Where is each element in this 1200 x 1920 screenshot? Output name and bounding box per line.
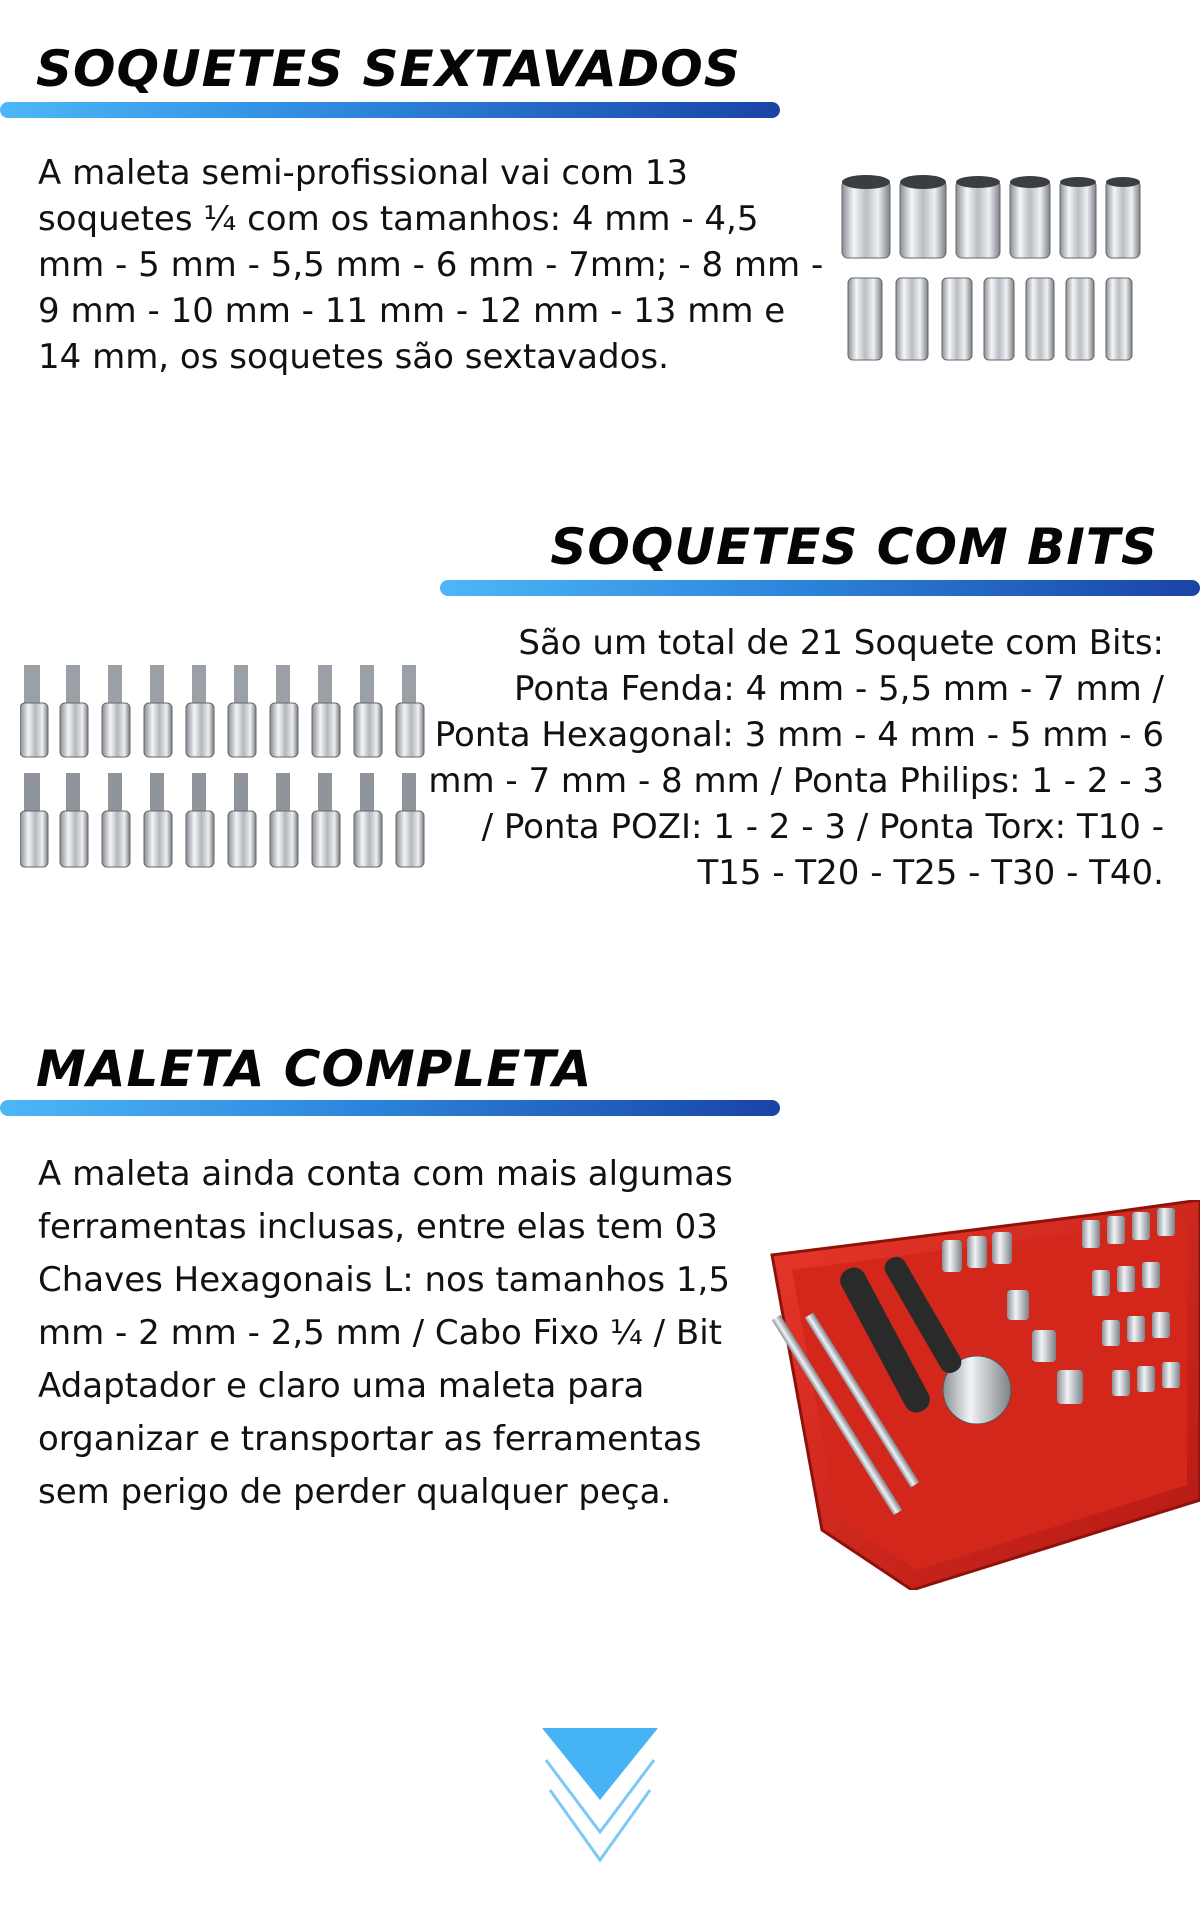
bit-sockets-photo [20, 665, 450, 875]
section-title: SOQUETES SEXTAVADOS [36, 40, 741, 98]
bit-row-top [20, 665, 424, 757]
socket-row-bottom [848, 278, 1132, 360]
section-title: SOQUETES COM BITS [550, 518, 1158, 576]
section-title: MALETA COMPLETA [36, 1040, 593, 1098]
title-underline [440, 580, 1200, 596]
section-text: São um total de 21 Soquete com Bits: Ponta Fenda: 4 mm - 5,5 mm - 7 mm / Ponta Hexagonal: 3 mm - 4 mm - 5 mm - 6 mm - 7 mm - 8 mm / Ponta Philips: 1 - 2 - 3 / Ponta POZI: 1 - 2 - 3 / Ponta Torx: T10 - T15 - T20 - T25 - T30 - T40. [428, 623, 1164, 893]
tool-case-photo [762, 1200, 1200, 1590]
section-text: A maleta semi-profissional vai com 13 soquetes ¼ com os tamanhos: 4 mm - 4,5 mm - 5 mm - 5,5 mm - 6 mm - 7mm; - 8 mm - 9 mm - 10 mm - 11 mm - 12 mm - 13 mm e 14 mm, os soquetes são sextavados. [38, 153, 824, 377]
socket-row-top [842, 175, 1140, 258]
hex-sockets-photo [838, 168, 1183, 368]
title-underline [0, 102, 780, 118]
chevron-down-icon [542, 1728, 658, 1864]
bit-row-bottom [20, 773, 424, 867]
title-underline [0, 1100, 780, 1116]
section-text: A maleta ainda conta com mais algumas ferramentas inclusas, entre elas tem 03 Chaves Hexagonais L: nos tamanhos 1,5 mm - 2 mm - 2,5 mm / Cabo Fixo ¼ / Bit Adaptador e claro uma maleta para organizar e transportar as ferramentas sem perigo de perder qualquer peça. [38, 1154, 733, 1512]
